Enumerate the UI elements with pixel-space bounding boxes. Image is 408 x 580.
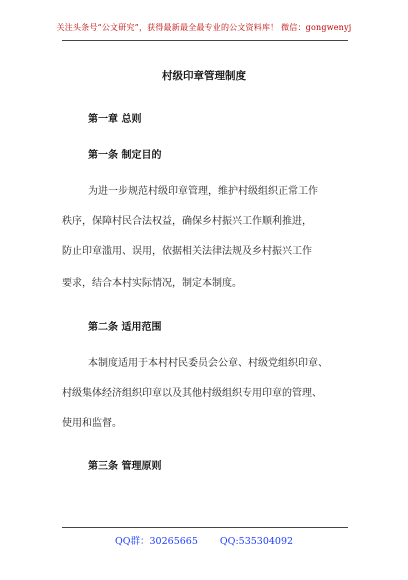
paragraph-line: 防止印章滥用、误用，依据相关法律法规及乡村振兴工作 <box>62 246 312 257</box>
footer-divider <box>62 527 348 528</box>
paragraph-line: 使用和监督。 <box>62 418 122 429</box>
document-title: 村级印章管理制度 <box>162 70 246 82</box>
paragraph-line: 本制度适用于本村村民委员会公章、村级党组织印章、 <box>88 358 328 369</box>
qq-text: QQ:535304092 <box>219 536 294 547</box>
paragraph-line: 秩序，保障村民合法权益，确保乡村振兴工作顺利推进， <box>62 216 312 227</box>
header-divider <box>62 40 348 41</box>
chapter-heading: 第一章 总则 <box>88 114 142 125</box>
paragraph-line: 村级集体经济组织印章以及其他村级组织专用印章的管理、 <box>62 388 322 399</box>
article-3-heading: 第三条 管理原则 <box>88 461 162 472</box>
footer-contact <box>0 533 408 547</box>
paragraph-line: 要求，结合本村实际情况，制定本制度。 <box>62 278 242 289</box>
qq-group-text: QQ群：30265665 <box>114 536 198 547</box>
paragraph-line: 为进一步规范村级印章管理，维护村级组织正常工作 <box>88 186 318 197</box>
article-1-heading: 第一条 制定目的 <box>88 150 162 161</box>
header-banner: 关注头条号“公文研究”，获得最新最全最专业的公文资料库！ 微信：gongwenyj <box>56 23 352 32</box>
article-2-heading: 第二条 适用范围 <box>88 322 162 333</box>
